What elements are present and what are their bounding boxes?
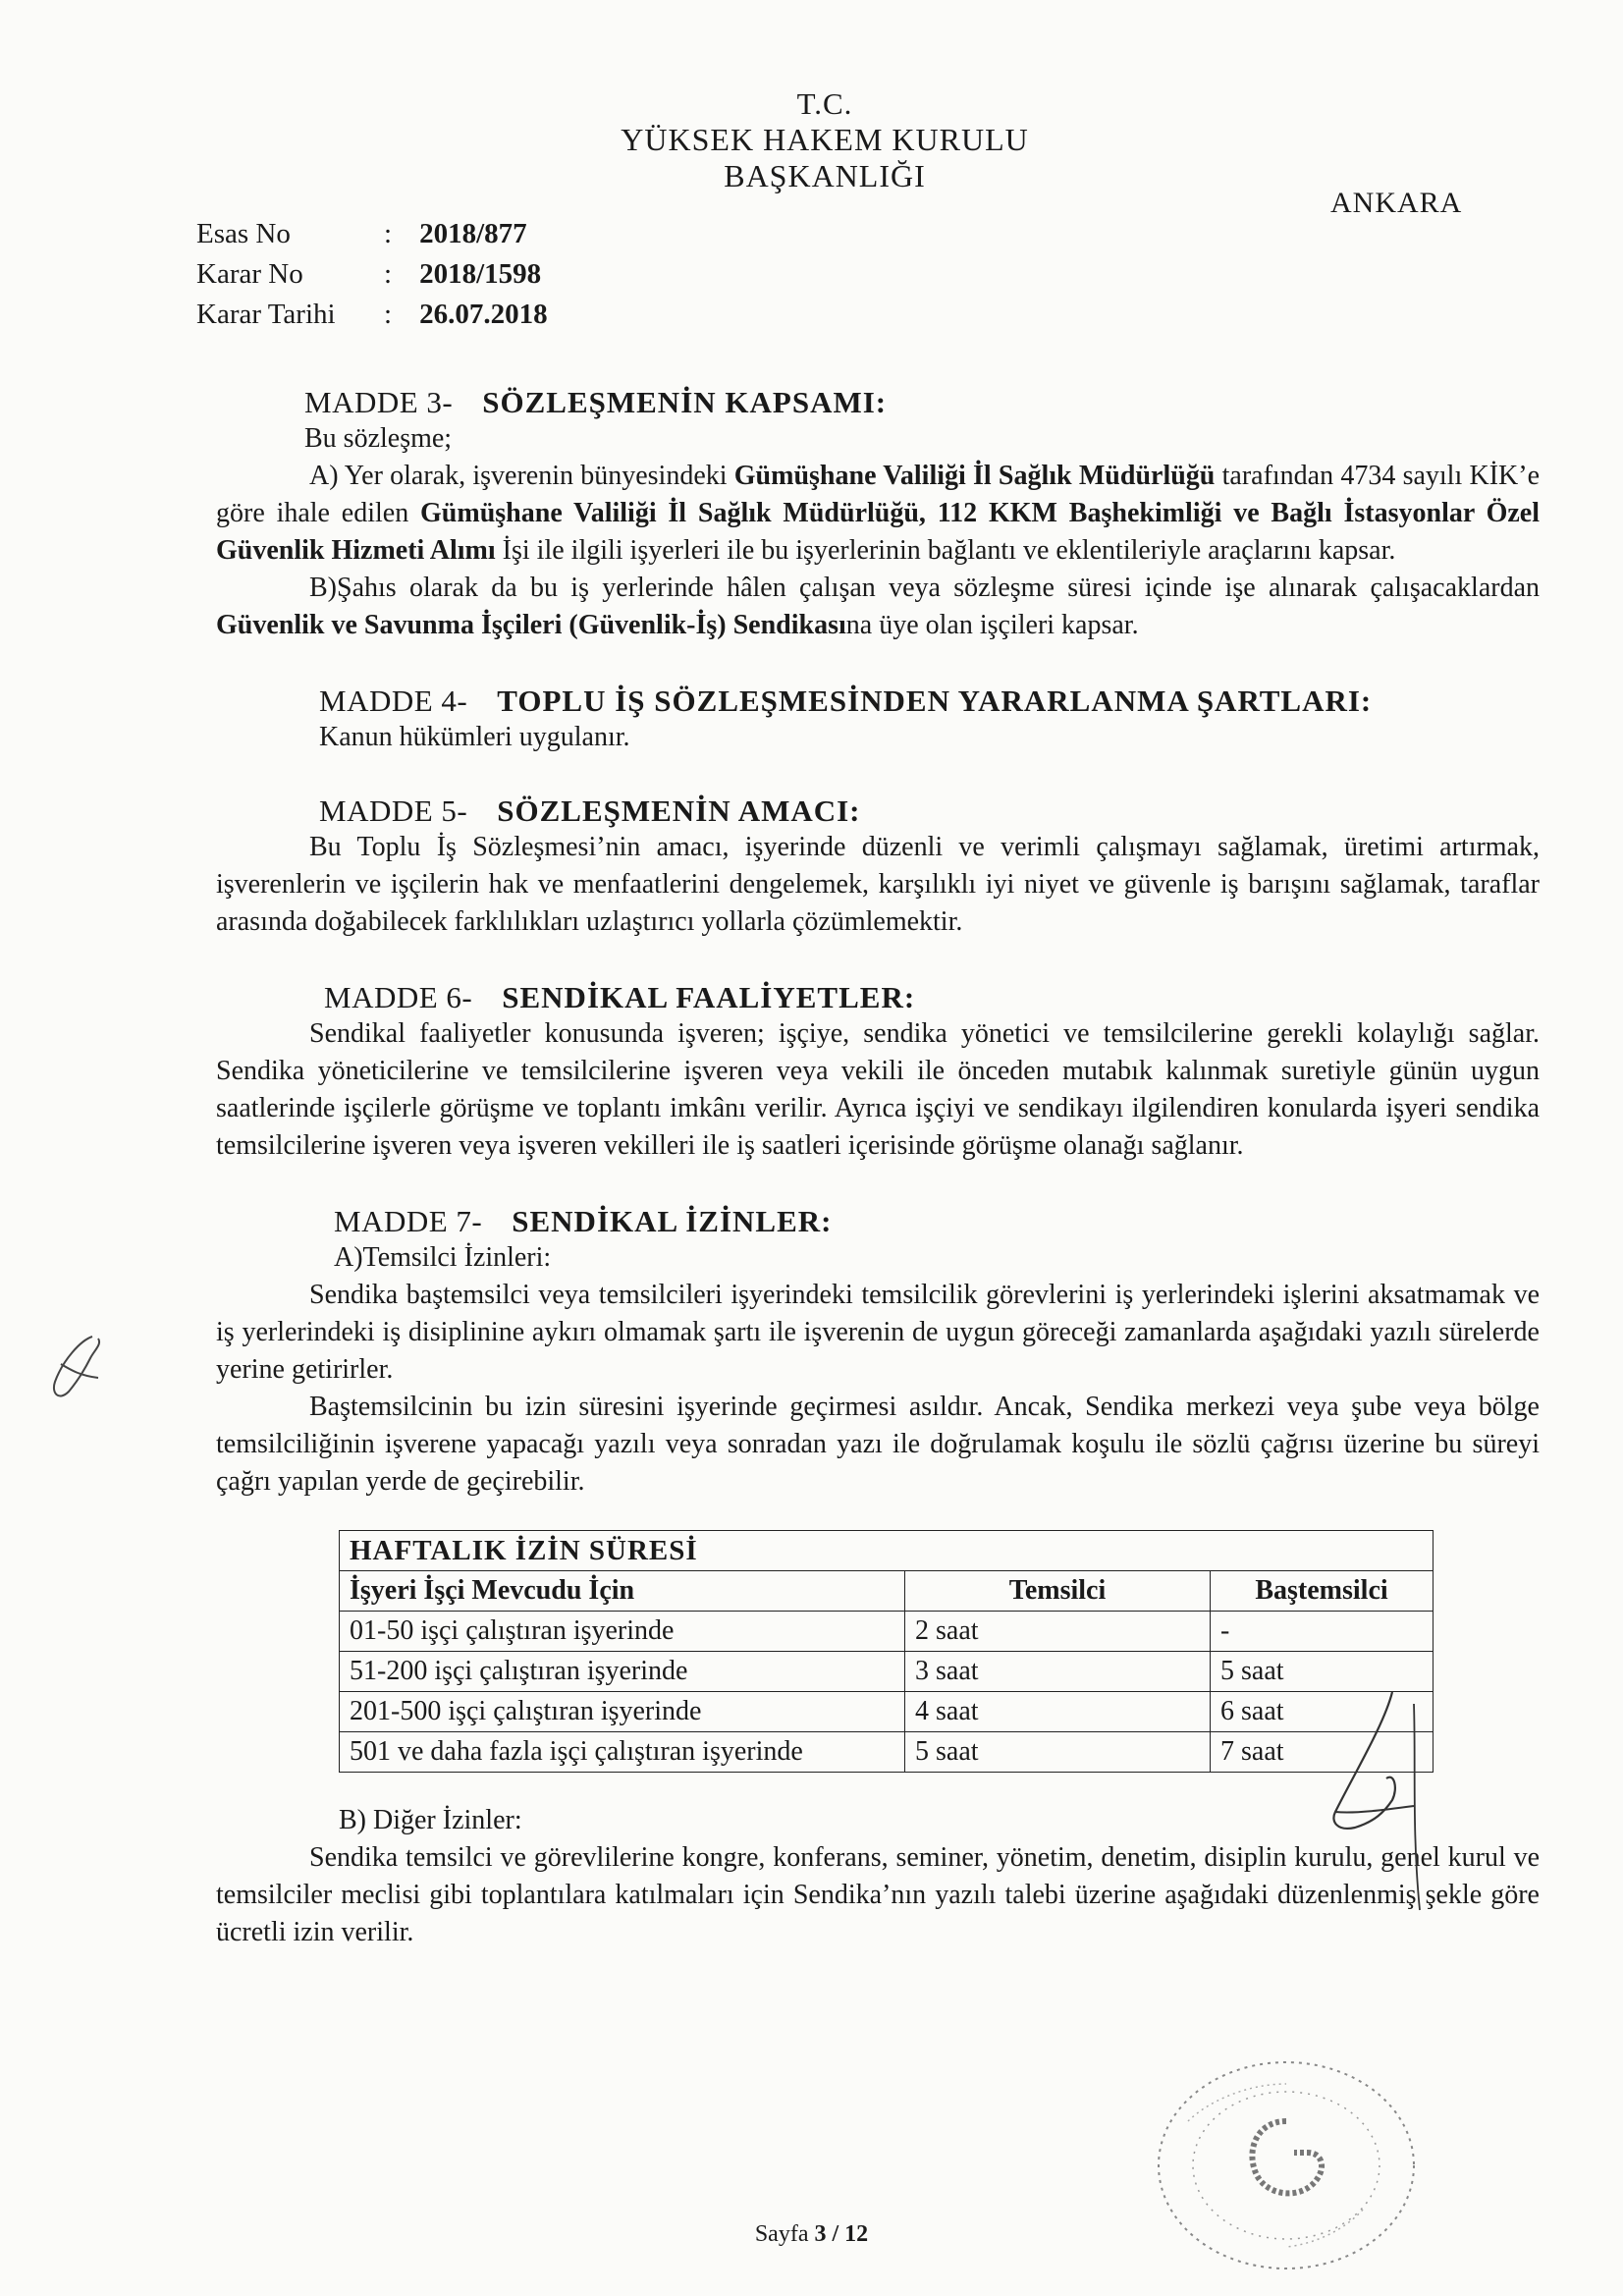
table-cell: 51-200 işçi çalıştıran işyerinde: [340, 1652, 905, 1692]
header-institution: YÜKSEK HAKEM KURULU: [621, 122, 1029, 157]
header-presidency: BAŞKANLIĞI: [724, 158, 926, 193]
meta-row-tarih: [196, 295, 554, 335]
article-title: SENDİKAL İZİNLER:: [512, 1204, 833, 1238]
table-cell: 5 saat: [905, 1732, 1211, 1773]
table-row: [340, 1732, 1434, 1773]
text-run: A) Yer olarak, işverenin bünyesindeki: [309, 461, 734, 491]
table-cell: 4 saat: [905, 1692, 1211, 1732]
meta-value: 2018/877: [419, 218, 527, 249]
meta-row-karar: [196, 254, 554, 295]
article-3-intro: Bu sözleşme;: [304, 423, 453, 454]
table-header-cell: Baştemsilci: [1211, 1571, 1434, 1612]
meta-value: 26.07.2018: [419, 299, 548, 330]
table-header-cell: Temsilci: [905, 1571, 1211, 1612]
article-7-paragraph-1: Sendika baştemsilci veya temsilcileri işyerindeki temsilcilik görevlerini iş yerlerindeki işlerini aksatmamak ve iş yerlerindeki iş disiplinine aykırı olmamak şartı ile işverenin de uygun göreceği zamanlarda aşağıdaki yazılı sürelerde yerine getirirler.: [216, 1280, 1540, 1385]
article-7-sub-a: A)Temsilci İzinleri:: [334, 1242, 552, 1273]
article-7-sub-b: B) Diğer İzinler:: [339, 1805, 522, 1835]
table-header-cell: İşyeri İşçi Mevcudu İçin: [340, 1571, 905, 1612]
footer-label: Sayfa: [754, 2221, 809, 2247]
article-number: MADDE 6-: [324, 980, 473, 1014]
article-title: TOPLU İŞ SÖZLEŞMESİNDEN YARARLANMA ŞARTLARI:: [497, 683, 1373, 718]
article-title: SÖZLEŞMENİN AMACI:: [497, 793, 861, 828]
table-caption: HAFTALIK İZİN SÜRESİ: [340, 1531, 1434, 1571]
table-cell: 01-50 işçi çalıştıran işyerinde: [340, 1612, 905, 1652]
header-tc: T.C.: [796, 86, 853, 121]
header-city: ANKARA: [1330, 187, 1463, 219]
article-number: MADDE 5-: [319, 793, 468, 828]
article-number: MADDE 4-: [319, 683, 468, 718]
bold-run: Gümüşhane Valiliği İl Sağlık Müdürlüğü, 112 KKM Başhekimliği ve Bağlı İstasyonlar Özel Güvenlik Hizmeti Alımı: [216, 498, 1540, 566]
handwritten-initial-mark: [41, 1331, 110, 1409]
text-run: na üye olan işçileri kapsar.: [845, 610, 1139, 640]
article-number: MADDE 7-: [334, 1204, 483, 1238]
meta-label: Esas No: [196, 218, 291, 249]
meta-value: 2018/1598: [419, 258, 542, 290]
article-3-clause-a: [216, 458, 1540, 570]
table-cell: 501 ve daha fazla işçi çalıştıran işyerinde: [340, 1732, 905, 1773]
bold-run: Gümüşhane Valiliği İl Sağlık Müdürlüğü: [733, 461, 1216, 491]
text-run: İşi ile ilgili işyerleri ile bu işyerlerinin bağlantı ve eklentileriyle araçlarını kapsar.: [495, 535, 1396, 566]
case-meta: [196, 214, 554, 335]
table-cell: 5 saat: [1211, 1652, 1434, 1692]
article-6-text: Sendikal faaliyetler konusunda işveren; işçiye, sendika yönetici ve temsilcilerine gerekli kolaylığı sağlar. Sendika yöneticilerine ve temsilcilerine işveren veya vekili ile önceden mutabık kalınmak suretiyle günün uygun saatlerinde işçilerle görüşme ve toplantı imkânı verilir. Ayrıca işçiyi ve sendikayı ilgilendiren konularda işyeri sendika temsilcilerine işveren veya işveren vekilleri ile iş saatleri içerisinde görüşme olanağı sağlanır.: [216, 1018, 1540, 1161]
article-4-text: Kanun hükümleri uygulanır.: [319, 722, 630, 752]
article-number: MADDE 3-: [304, 385, 454, 419]
table-row: [340, 1692, 1434, 1732]
table-caption-row: [340, 1531, 1434, 1571]
article-5-text: Bu Toplu İş Sözleşmesi’nin amacı, işyerinde düzenli ve verimli çalışmayı sağlamak, üretimi artırmak, işverenlerin ve işçilerin hak ve menfaatlerini dengelemek, karşılıklı iyi niyet ve güvenle iş barışını sağlamak, taraflar arasında doğabilecek farklılıkları uzlaştırıcı yollarla çözümlemektir.: [216, 832, 1540, 937]
text-run: tarafından 4734 sayılı KİK’e göre ihale edilen: [216, 461, 1540, 528]
table-cell: 3 saat: [905, 1652, 1211, 1692]
table-row: [340, 1612, 1434, 1652]
meta-sep: :: [384, 218, 393, 249]
article-7-paragraph-2: Baştemsilcinin bu izin süresini işyerinde geçirmesi asıldır. Ancak, Sendika merkezi veya şube veya bölge temsilciliğinin işverene yapacağı yazılı veya sonradan yazı ile doğrulamak koşulu ile sözlü çağrısı üzerine bu süreyi çağrı yapılan yerde de geçirebilir.: [216, 1392, 1540, 1497]
table-cell: -: [1211, 1612, 1434, 1652]
table-row: [340, 1652, 1434, 1692]
article-3-heading: [304, 385, 1540, 420]
text-run: B)Şahıs olarak da bu iş yerlerinde hâlen çalışan veya sözleşme süresi içinde işe alınarak çalışacaklardan: [309, 573, 1540, 603]
article-3-clause-b: [216, 570, 1540, 644]
page-number: 3 / 12: [814, 2221, 869, 2247]
weekly-leave-table: [339, 1530, 1434, 1773]
official-seal-stamp: [1129, 2043, 1434, 2288]
table-cell: 7 saat: [1211, 1732, 1434, 1773]
handwritten-signature: [1276, 1684, 1453, 1940]
table-cell: 201-500 işçi çalıştıran işyerinde: [340, 1692, 905, 1732]
table-cell: 2 saat: [905, 1612, 1211, 1652]
article-7-heading: [334, 1204, 1540, 1239]
article-5-heading: [319, 793, 1540, 829]
meta-label: Karar No: [196, 258, 303, 290]
meta-row-esas: [196, 214, 554, 254]
article-4-heading: [319, 683, 1540, 719]
table-cell: 6 saat: [1211, 1692, 1434, 1732]
bold-run: Güvenlik ve Savunma İşçileri (Güvenlik-İş) Sendikası: [216, 610, 846, 640]
article-6-heading: [324, 980, 1540, 1015]
meta-label: Karar Tarihi: [196, 299, 336, 330]
article-title: SÖZLEŞMENİN KAPSAMI:: [482, 385, 888, 419]
article-title: SENDİKAL FAALİYETLER:: [502, 980, 916, 1014]
table-header-row: [340, 1571, 1434, 1612]
header-block: [569, 86, 1080, 194]
article-7-paragraph-3: Sendika temsilci ve görevlilerine kongre, konferans, seminer, yönetim, denetim, disiplin kurulu, genel kurul ve temsilciler meclisi gibi toplantılara katılmaları için Sendika’nın yazılı talebi üzerine aşağıdaki düzenlenmiş şekle göre ücretli izin verilir.: [216, 1842, 1540, 1947]
meta-sep: :: [384, 258, 393, 290]
meta-sep: :: [384, 299, 393, 330]
